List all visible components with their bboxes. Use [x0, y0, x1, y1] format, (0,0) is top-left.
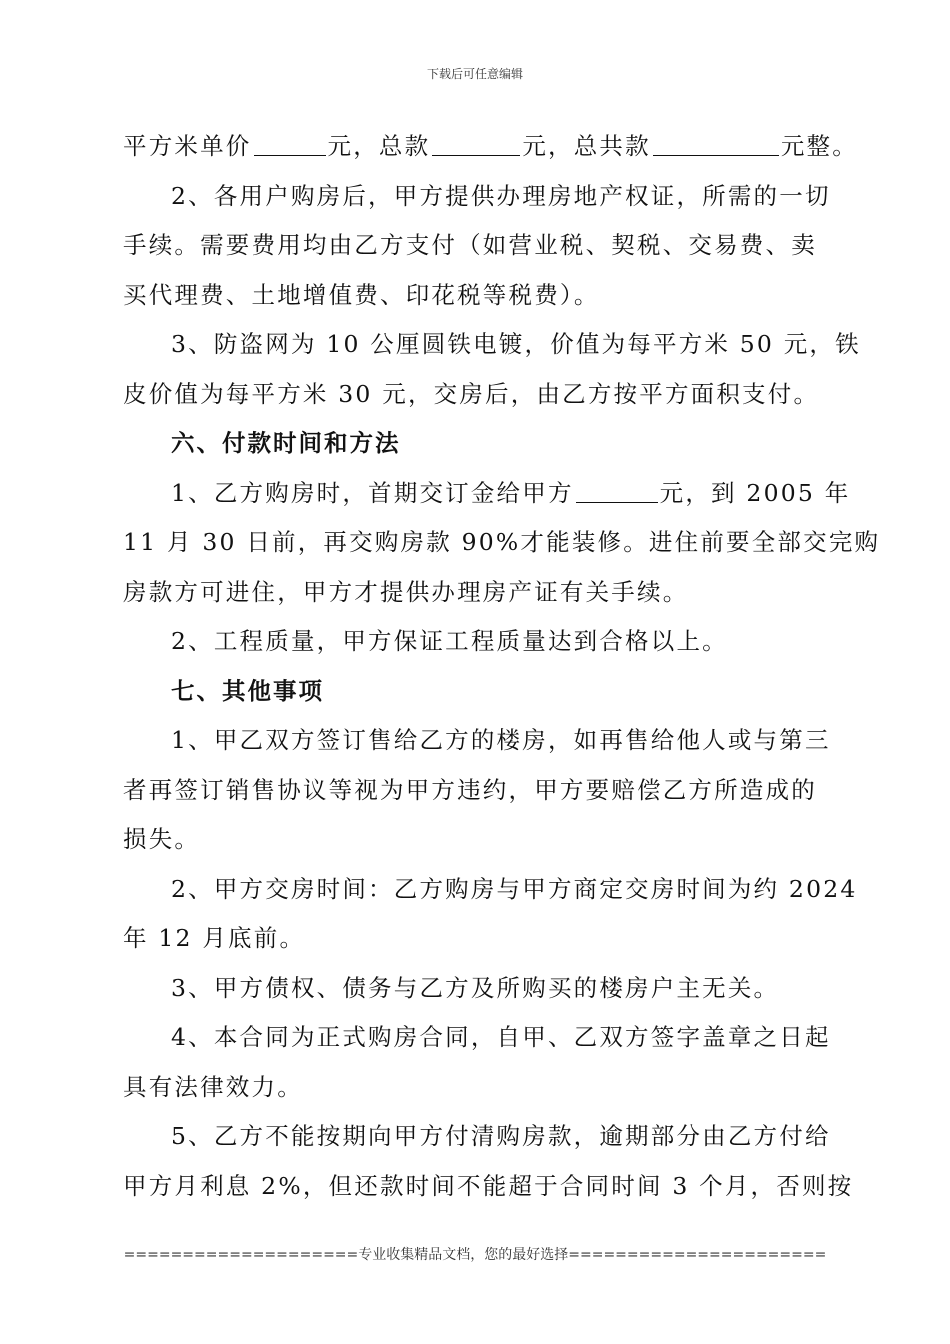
section-7-clause-3: 3、甲方债权、债务与乙方及所购买的楼房户主无关。 — [171, 973, 780, 1002]
clause-2-line-1: 2、各用户购房后，甲方提供办理房地产权证，所需的一切 — [171, 181, 831, 210]
unit-price-blank — [254, 133, 326, 156]
price-line-text-b: 元，总款 — [327, 132, 431, 160]
section-7-clause-1-line-3: 损失。 — [123, 825, 201, 853]
section-7-heading: 七、其他事项 — [171, 676, 324, 705]
section-7-clause-4-line-2: 具有法律效力。 — [123, 1072, 303, 1101]
clause-2-line-2: 手续。需要费用均由乙方支付（如营业税、契税、交易费、卖 — [123, 231, 817, 259]
document-body — [123, 122, 881, 1211]
clause-3-line-1: 3、防盗网为 10 公厘圆铁电镀，价值为每平方米 50 元，铁 — [171, 330, 861, 358]
deposit-text-b: 元，到 2005 年 — [659, 478, 851, 507]
page-header: 下载后可任意编辑 — [426, 67, 523, 81]
price-line-text-c: 元，总共款 — [522, 132, 651, 160]
section-7-clause-1-line-1: 1、甲乙双方签订售给乙方的楼房，如再售给他人或与第三 — [171, 726, 831, 754]
price-line-text-d: 元整。 — [780, 132, 858, 160]
grand-total-blank — [653, 133, 779, 156]
section-7-clause-5-line-1: 5、乙方不能按期向甲方付清购房款，逾期部分由乙方付给 — [171, 1122, 831, 1150]
section-6-clause-1-line-3: 房款方可进住，甲方才提供办理房产证有关手续。 — [123, 577, 689, 606]
price-line-text-a: 平方米单价 — [123, 132, 252, 160]
section-6-clause-2: 2、工程质量，甲方保证工程质量达到合格以上。 — [171, 627, 728, 655]
section-7-clause-2-line-1: 2、甲方交房时间：乙方购房与甲方商定交房时间为约 2024 — [171, 874, 858, 903]
clause-2-line-3: 买代理费、土地增值费、印花税等税费）。 — [123, 280, 600, 309]
section-6-clause-1-line-2: 11 月 30 日前，再交购房款 90%才能装修。进住前要全部交完购 — [123, 528, 881, 556]
page-footer: ====================专业收集精品文档，您的最好选择====================== — [123, 1247, 827, 1263]
price-line — [123, 122, 858, 172]
section-7-clause-2-line-2: 年 12 月底前。 — [123, 924, 306, 952]
deposit-text-a: 1、乙方购房时，首期交订金给甲方 — [171, 478, 574, 507]
deposit-blank — [576, 480, 658, 503]
section-7-clause-4-line-1: 4、本合同为正式购房合同，自甲、乙双方签字盖章之日起 — [171, 1023, 831, 1051]
section-7-clause-5-line-2: 甲方月利息 2%，但还款时间不能超于合同时间 3 个月，否则按 — [123, 1171, 854, 1200]
total-price-blank — [432, 133, 520, 156]
section-6-clause-1-line-1 — [123, 469, 851, 519]
section-6-heading: 六、付款时间和方法 — [171, 429, 401, 457]
section-7-clause-1-line-2: 者再签订销售协议等视为甲方违约，甲方要赔偿乙方所造成的 — [123, 775, 817, 804]
clause-3-line-2: 皮价值为每平方米 30 元，交房后，由乙方按平方面积支付。 — [123, 379, 820, 408]
